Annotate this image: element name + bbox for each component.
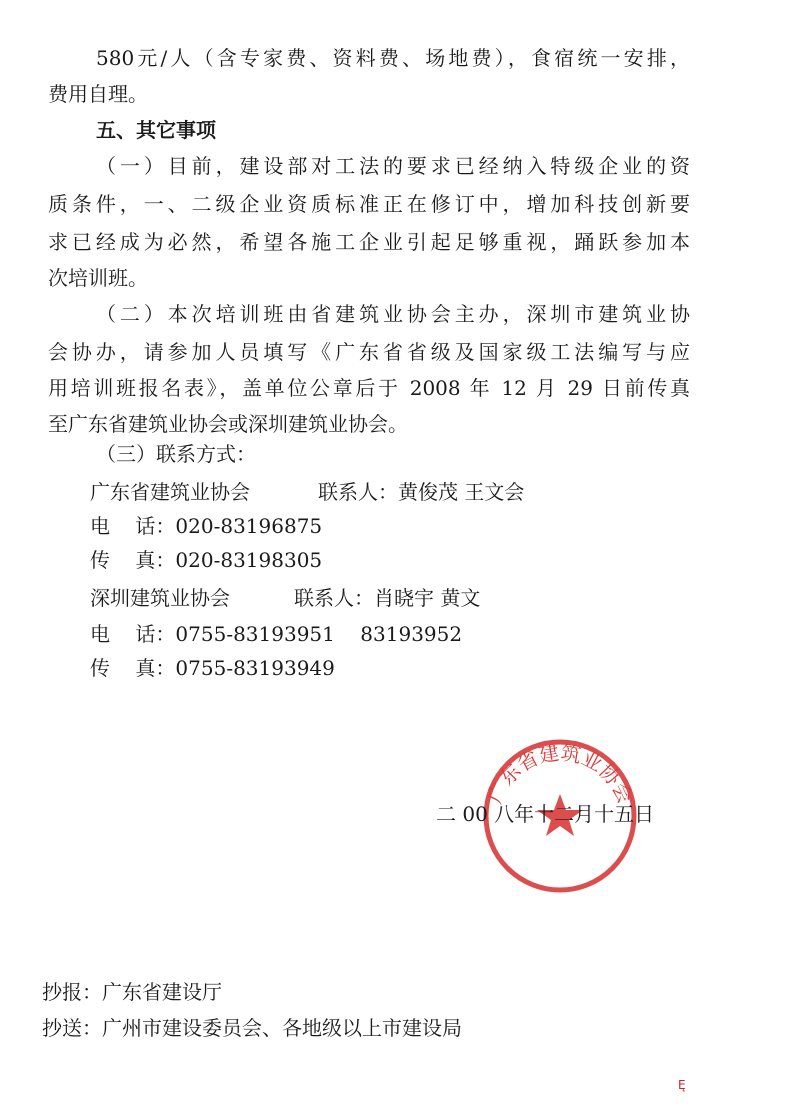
- seal-inscription: 广东省建筑业协会: [482, 740, 638, 807]
- fee-line-1: 580元/人（含专家费、资料费、场地费），食宿统一安排，: [96, 46, 690, 70]
- item1-line-4: 次培训班。: [48, 266, 148, 290]
- gd-telephone: 电 话：020-83196875: [90, 514, 323, 538]
- item1-line-2: 质条件，一、二级企业资质标准正在修订中，增加科技创新要: [48, 192, 690, 216]
- sz-fax: 传 真：0755-83193949: [90, 656, 335, 680]
- item2-line-2: 会协办，请参加人员填写《广东省省级及国家级工法编写与应: [48, 340, 690, 364]
- item2-line-3: 用培训班报名表》，盖单位公章后于 2008 年 12 月 29 日前传真: [48, 376, 690, 400]
- gd-contact-person: 联系人：黄俊茂 王文会: [318, 480, 525, 504]
- sz-org: 深圳建筑业协会: [90, 586, 230, 610]
- date: 二 00 八年十二月十五日: [436, 802, 655, 826]
- gd-fax: 传 真：020-83198305: [90, 548, 323, 572]
- cc-report: 抄报：广东省建设厅: [42, 980, 222, 1004]
- sz-telephone: 电 话：0755-83193951 83193952: [90, 622, 463, 646]
- fee-line-2: 费用自理。: [48, 82, 148, 106]
- item1-line-1: （一）目前，建设部对工法的要求已经纳入特级企业的资: [96, 154, 690, 178]
- cc-send: 抄送：广州市建设委员会、各地级以上市建设局: [42, 1016, 462, 1040]
- sz-contact-person: 联系人：肖晓宇 黄文: [294, 586, 481, 610]
- section-heading: 五、其它事项: [96, 118, 216, 142]
- item3-heading: （三）联系方式：: [96, 442, 256, 466]
- page-mark: Ę: [678, 1078, 686, 1092]
- gd-org: 广东省建筑业协会: [90, 480, 250, 504]
- item2-line-4: 至广东省建筑业协会或深圳建筑业协会。: [48, 412, 408, 436]
- item1-line-3: 求已经成为必然，希望各施工企业引起足够重视，踊跃参加本: [48, 230, 690, 254]
- item2-line-1: （二）本次培训班由省建筑业协会主办，深圳市建筑业协: [96, 302, 690, 326]
